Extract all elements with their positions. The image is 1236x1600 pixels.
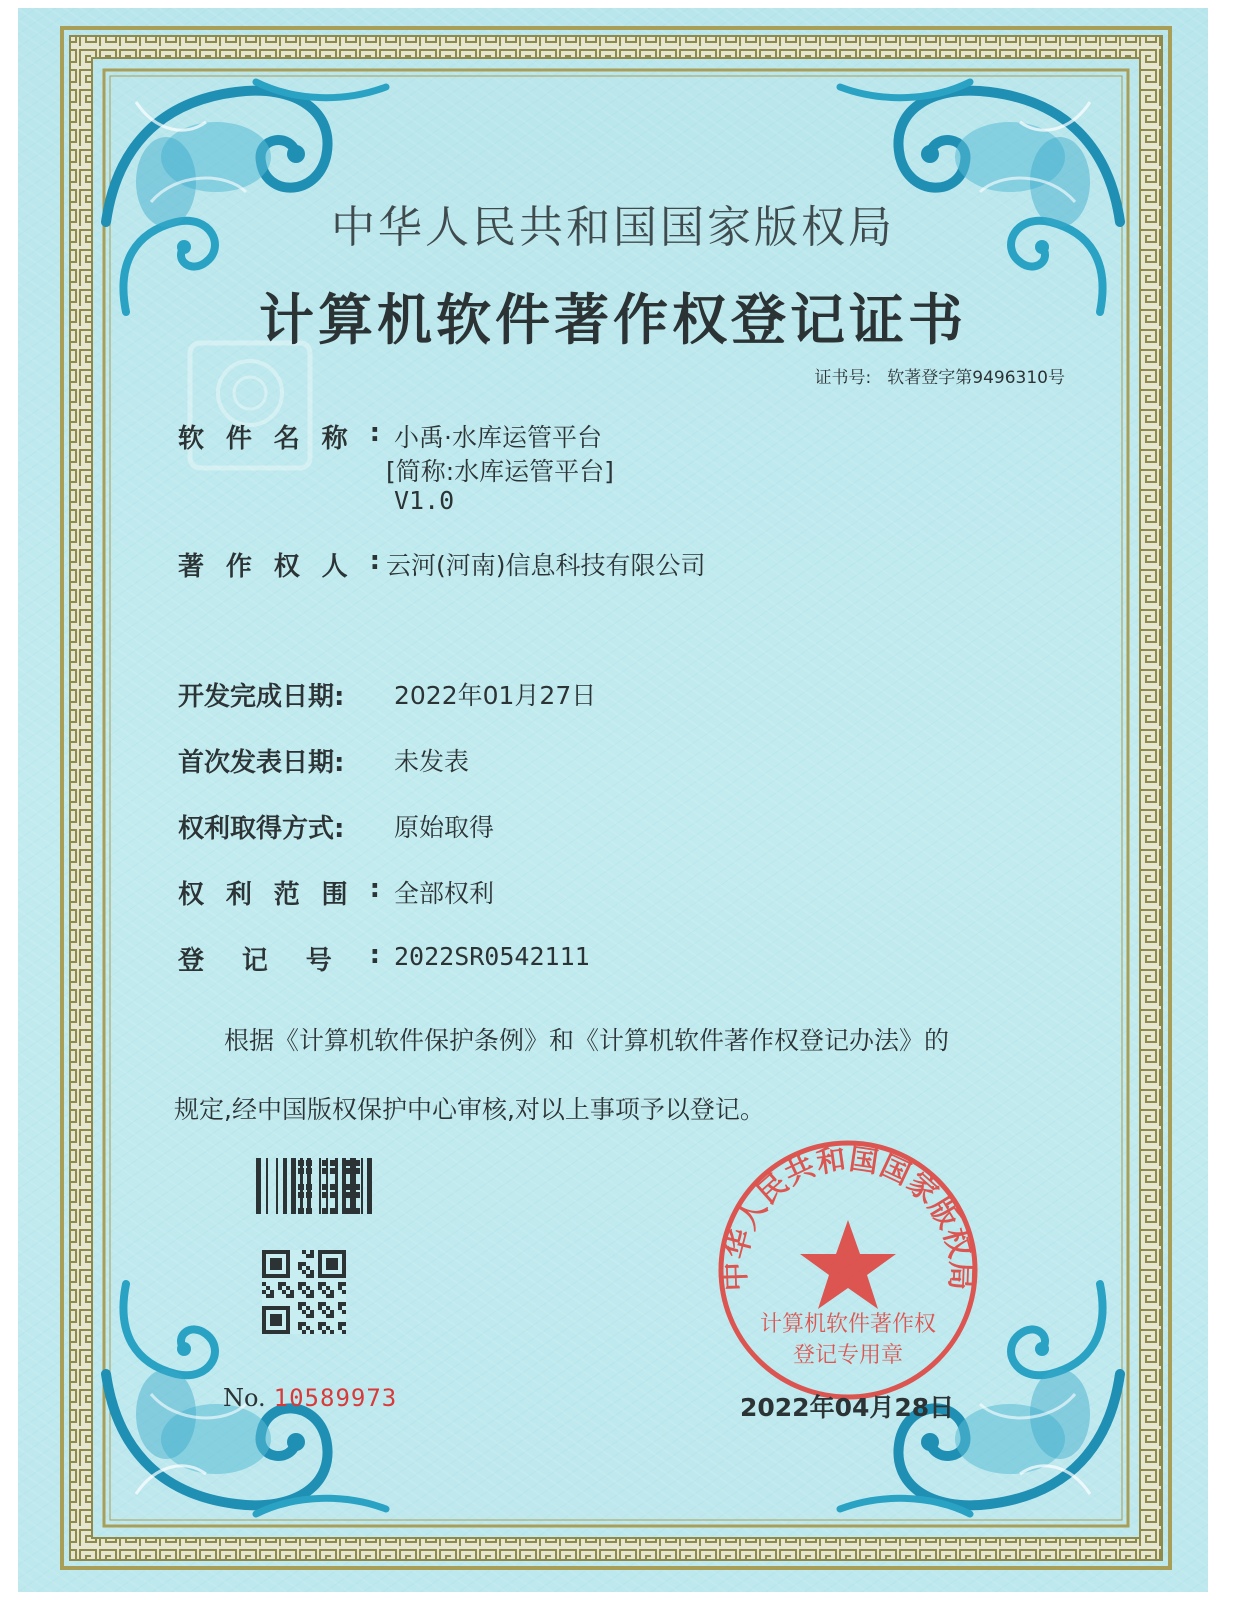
issuing-authority: 中华人民共和国国家版权局	[331, 202, 895, 253]
scope-label: 权 利 范 围 :	[178, 874, 380, 910]
certificate	[18, 8, 1208, 1592]
serial-number	[223, 1384, 397, 1412]
certificate-number-value: 软著登字第9496310号	[887, 368, 1065, 388]
certificate-number-label: 证书号:	[814, 368, 872, 388]
serial-prefix: No.	[223, 1384, 266, 1412]
scope-value: 全部权利	[394, 879, 495, 908]
software-name-line-2: [简称:水库运管平台]	[386, 457, 614, 486]
seal-inner-line1: 计算机软件著作权	[759, 1312, 937, 1337]
copyright-owner-value: 云河(河南)信息科技有限公司	[386, 551, 706, 580]
first-publication-label: 首次发表日期:	[178, 748, 345, 778]
completion-date-value: 2022年01月27日	[394, 681, 597, 710]
certificate-number	[815, 363, 1065, 388]
official-seal	[718, 1141, 979, 1397]
issue-date: 2022年04月28日	[740, 1393, 955, 1422]
software-name-line-1: 小禹·水库运管平台	[394, 423, 602, 452]
completion-date-label: 开发完成日期:	[178, 682, 345, 712]
copyright-owner-label: 著 作 权 人 :	[178, 546, 380, 582]
certificate-title: 计算机软件著作权登记证书	[258, 288, 967, 352]
acquisition-method-label: 权利取得方式:	[178, 814, 345, 844]
software-version: V1.0	[394, 486, 455, 515]
qr-code	[262, 1250, 346, 1334]
barcode	[256, 1158, 372, 1214]
statement-line-2: 规定,经中国版权保护中心审核,对以上事项予以登记。	[174, 1095, 765, 1124]
statement-line-1: 根据《计算机软件保护条例》和《计算机软件著作权登记办法》的	[224, 1026, 950, 1055]
seal-outer-text: 中华人民共和国国家版权局	[717, 1141, 979, 1292]
seal-inner-line2: 登记专用章	[792, 1343, 904, 1368]
registration-number-label: 登 记 号 :	[178, 940, 380, 976]
acquisition-method-value: 原始取得	[394, 813, 495, 842]
software-name-label: 软 件 名 称 :	[178, 418, 380, 454]
registration-number-value: 2022SR0542111	[394, 942, 590, 971]
first-publication-value: 未发表	[394, 747, 470, 776]
seal-star-icon	[800, 1220, 896, 1309]
serial-number-value: 10589973	[273, 1384, 398, 1412]
